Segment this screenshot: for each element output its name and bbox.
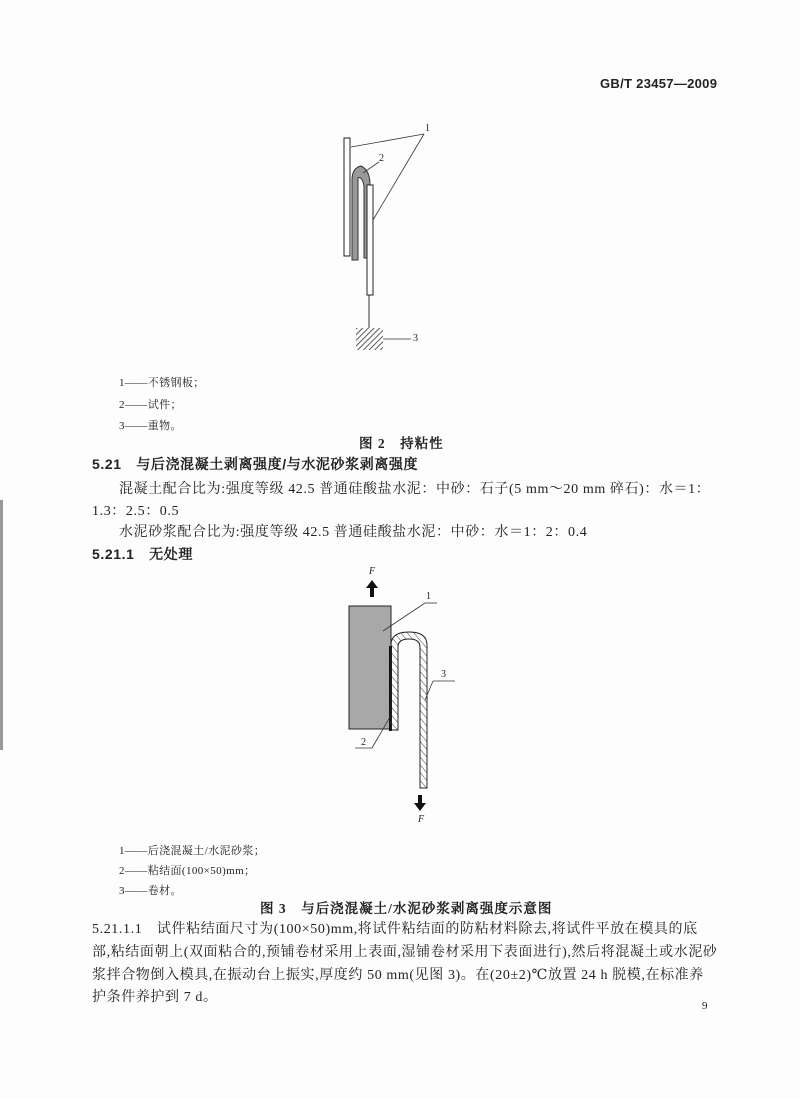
section-5-21-1-heading: 5.21.1 无处理 (92, 546, 193, 562)
fig2-label-1: 1 (425, 123, 430, 134)
section-5-21-heading: 5.21 与后浇混凝土剥离强度/与水泥砂浆剥离强度 (92, 456, 419, 472)
concrete-mix-ratio: 混凝土配合比为:强度等级 42.5 普通硅酸盐水泥：中砂：石子(5 mm～20 mm 碎石)：水＝1： (119, 482, 711, 497)
para-5-21-1-1-line-3: 浆拌合物倒入模具,在振动台上振实,厚度约 50 mm(见图 3)。在(20±2)℃放置 24 h 脱模,在标准养 (92, 968, 704, 983)
force-arrow-down (414, 795, 426, 811)
concrete-block (349, 606, 391, 729)
standard-number: GB/T 23457—2009 (600, 76, 718, 91)
fig3-label-1: 1 (426, 591, 431, 602)
fig3-force-bottom: F (418, 814, 425, 825)
fig3-force-top: F (369, 566, 376, 577)
para-5-21-1-1-line-4: 护条件养护到 7 d。 (92, 990, 218, 1005)
mortar-mix-ratio: 水泥砂浆配合比为:强度等级 42.5 普通硅酸盐水泥：中砂：水＝1：2：0.4 (119, 525, 588, 540)
fig2-label-2: 2 (379, 153, 384, 164)
fig3-legend-3: 3——卷材。 (119, 885, 182, 897)
steel-plate-left (344, 138, 350, 256)
fig2-caption: 图 2 持粘性 (359, 436, 444, 451)
fig3-label-3: 3 (441, 669, 446, 680)
para-5-21-1-1-line-2: 部,粘结面朝上(双面粘合的,预铺卷材采用上表面,湿铺卷材采用下表面进行),然后将混凝土或水泥砂 (92, 945, 718, 960)
fig2-legend-3: 3——重物。 (119, 420, 182, 432)
fig3-label-2: 2 (361, 737, 366, 748)
steel-plate-right (367, 185, 373, 295)
fig3-legend-1: 1——后浇混凝土/水泥砂浆； (119, 845, 266, 857)
fig2-legend-2: 2——试件； (119, 399, 182, 411)
fig2-label-3: 3 (413, 333, 418, 344)
para-5-21-1-1-line-1: 5.21.1.1 试件粘结面尺寸为(100×50)mm,将试件粘结面的防粘材料除去,将试件平放在模具的底 (92, 922, 698, 937)
force-arrow-up (366, 580, 378, 597)
weight (356, 328, 383, 350)
membrane-strip (391, 632, 427, 788)
page-number: 9 (702, 1000, 708, 1012)
fig2-legend-1: 1——不锈钢板； (119, 377, 205, 389)
concrete-mix-ratio-cont: 1.3：2.5：0.5 (92, 504, 180, 519)
fig3-caption: 图 3 与后浇混凝土/水泥砂浆剥离强度示意图 (260, 901, 553, 916)
fig3-legend-2: 2——粘结面(100×50)mm； (119, 865, 256, 877)
